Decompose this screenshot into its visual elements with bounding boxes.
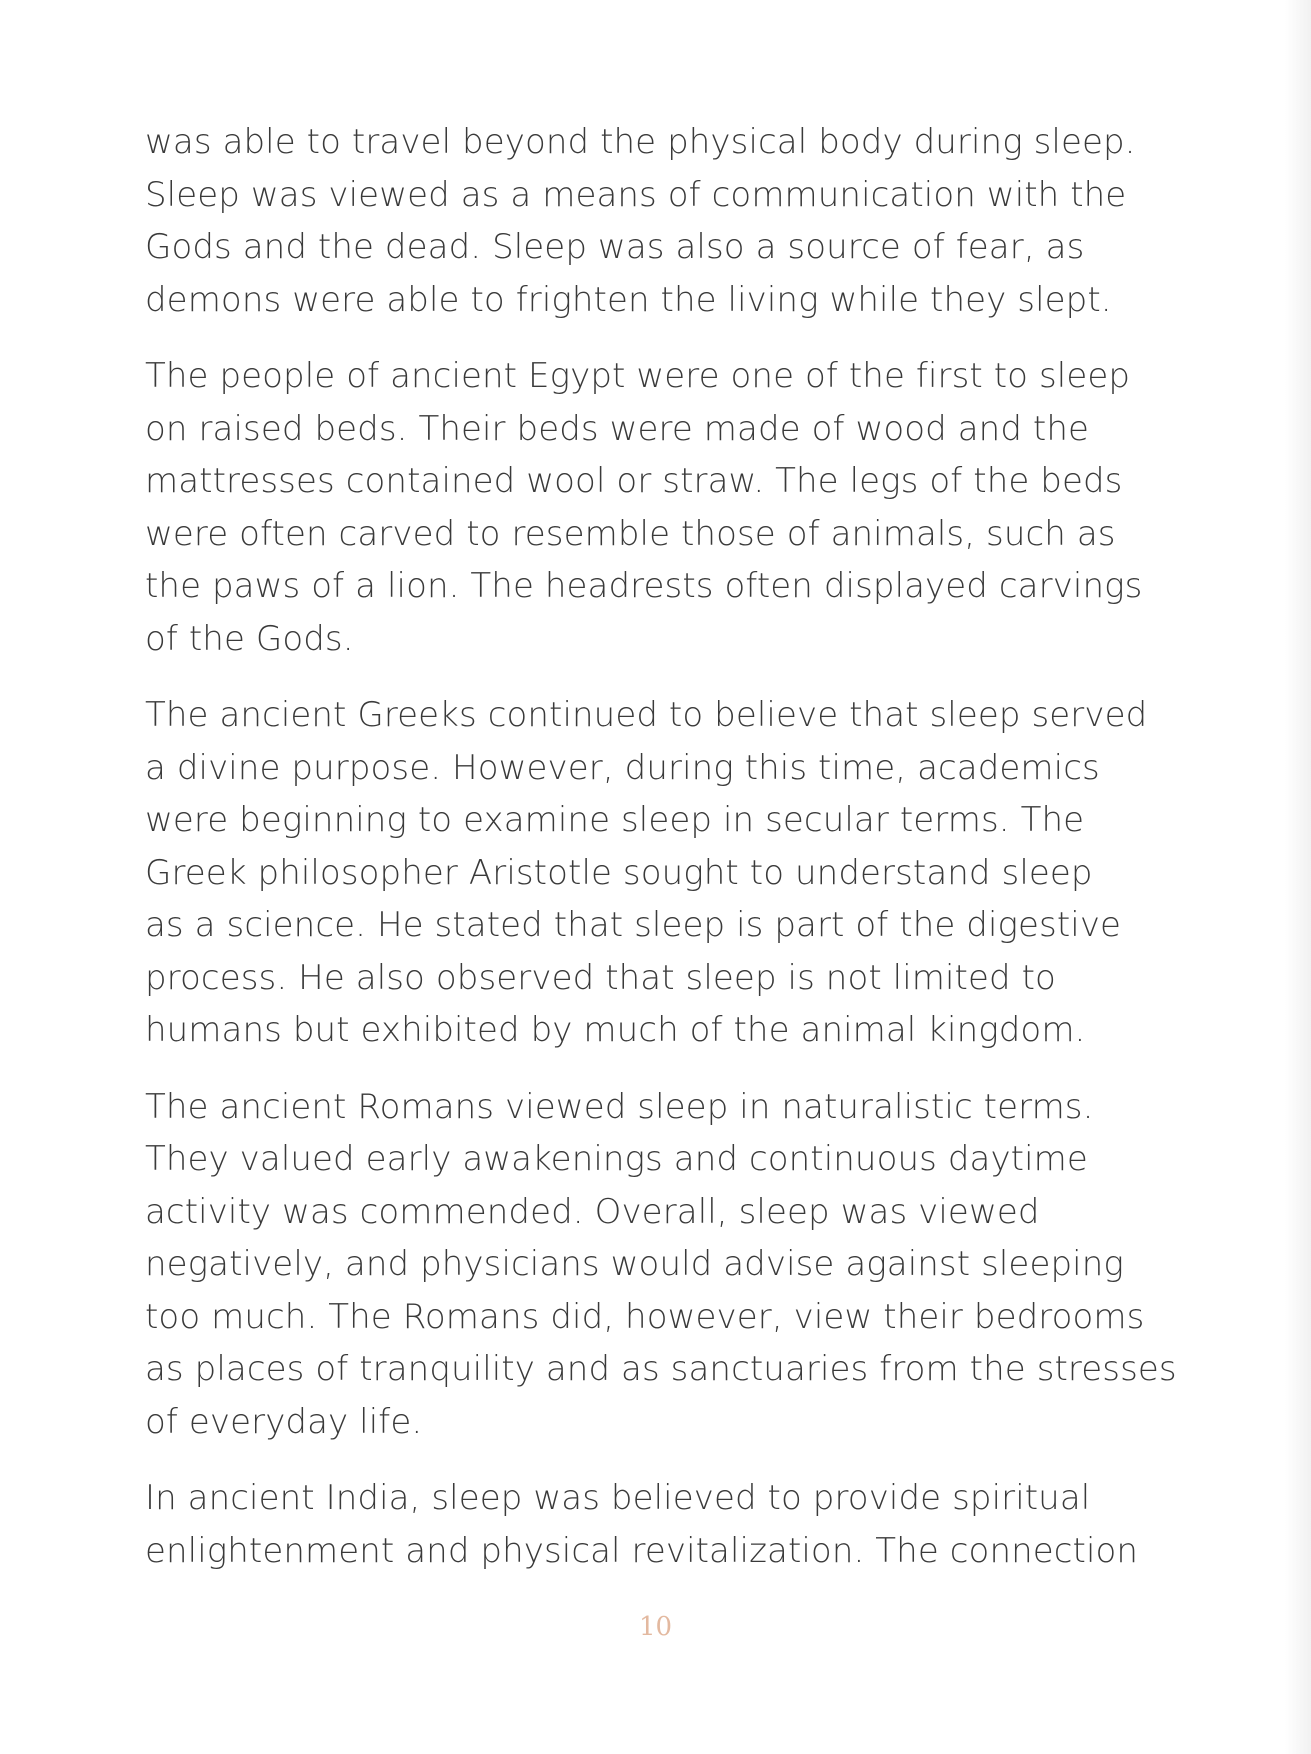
text-line: was able to travel beyond the physical body during sleep. xyxy=(145,122,1136,162)
text-line: Greek philosopher Aristotle sought to understand sleep xyxy=(145,852,1093,893)
text-line: enlightenment and physical revitalization. The connection xyxy=(145,1530,1139,1571)
text-line: on raised beds. Their beds were made of wood and the xyxy=(145,408,1090,449)
text-line: Gods and the dead. Sleep was also a source of fear, as xyxy=(145,227,1085,267)
paragraph-ancient-romans xyxy=(145,1081,1205,1449)
page-number: 10 xyxy=(638,1612,673,1642)
text-line: In ancient India, sleep was believed to provide spiritual xyxy=(145,1478,1091,1518)
text-line: of everyday life. xyxy=(145,1401,423,1442)
text-line: a divine purpose. However, during this time, academics xyxy=(145,747,1100,788)
text-line: The ancient Romans viewed sleep in naturalistic terms. xyxy=(145,1086,1094,1127)
text-line: Sleep was viewed as a means of communication with the xyxy=(145,174,1127,215)
text-line: demons were able to frighten the living while they slept. xyxy=(145,279,1112,320)
paragraph-ancient-egypt xyxy=(145,350,1205,665)
text-line: mattresses contained wool or straw. The legs of the beds xyxy=(145,461,1123,501)
text-line: negatively, and physicians would advise against sleeping xyxy=(145,1244,1124,1284)
text-line: They valued early awakenings and continuous daytime xyxy=(145,1139,1088,1179)
text-line: process. He also observed that sleep is not limited to xyxy=(145,957,1056,998)
text-line: were often carved to resemble those of animals, such as xyxy=(145,513,1116,554)
paragraph-ancient-india xyxy=(145,1472,1205,1577)
body-text xyxy=(145,116,1205,1601)
text-line: The people of ancient Egypt were one of the first to sleep xyxy=(145,356,1131,396)
text-line: activity was commended. Overall, sleep was viewed xyxy=(145,1191,1040,1232)
page-edge-shadow xyxy=(1285,0,1311,1754)
text-line: as a science. He stated that sleep is part of the digestive xyxy=(145,905,1122,945)
paragraph-ancient-greeks xyxy=(145,689,1205,1057)
text-line: too much. The Romans did, however, view their bedrooms xyxy=(145,1296,1145,1337)
text-line: humans but exhibited by much of the animal kingdom. xyxy=(145,1010,1086,1050)
paragraph-sleep-spiritual xyxy=(145,116,1205,326)
text-line: as places of tranquility and as sanctuaries from the stresses xyxy=(145,1349,1177,1389)
text-line: were beginning to examine sleep in secular terms. The xyxy=(145,800,1085,840)
text-line: The ancient Greeks continued to believe that sleep served xyxy=(145,695,1148,735)
text-line: of the Gods. xyxy=(145,618,354,659)
text-line: the paws of a lion. The headrests often displayed carvings xyxy=(145,566,1143,606)
